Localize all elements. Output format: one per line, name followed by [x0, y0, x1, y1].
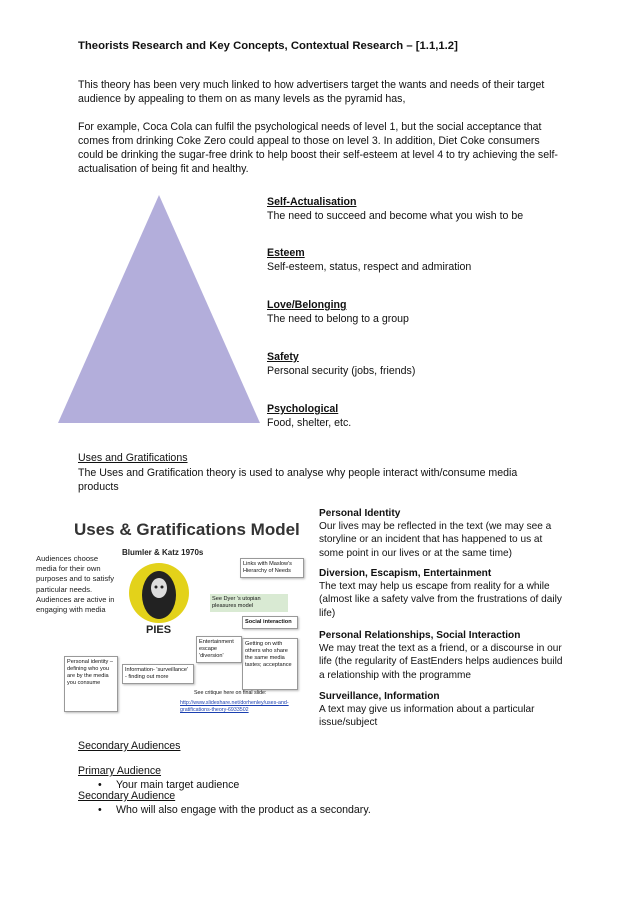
bullet-text: Your main target audience: [116, 779, 240, 791]
level-text: Self-esteem, status, respect and admiration: [267, 261, 472, 273]
bullet-icon: •: [98, 779, 102, 791]
level-text: The need to belong to a group: [267, 313, 409, 325]
bullet-text: Who will also engage with the product as a secondary.: [116, 804, 371, 816]
level-text: The need to succeed and become what you wish to be: [267, 210, 524, 222]
secondary-audience-heading: Secondary Audience: [78, 790, 176, 802]
model-subtitle: Blumler & Katz 1970s: [122, 548, 204, 557]
gratification-heading: Personal Identity: [319, 508, 401, 519]
monk-logo-icon: [128, 562, 190, 624]
secondary-audience-bullet: [98, 804, 371, 816]
uses-gratifications-model-image: [36, 520, 306, 728]
gratification-personal-identity: [319, 507, 567, 560]
level-safety: [267, 350, 577, 378]
level-heading: Psychological: [267, 403, 339, 415]
secondary-audiences-heading: Secondary Audiences: [78, 740, 181, 752]
level-esteem: [267, 246, 577, 274]
primary-audience-heading: Primary Audience: [78, 765, 162, 777]
box-personal: Personal identity – defining who you are by the media you consume: [64, 656, 118, 712]
gratification-heading: Diversion, Escapism, Entertainment: [319, 568, 492, 579]
box-social-title: Social interaction: [242, 616, 298, 629]
model-pies: PIES: [146, 624, 172, 636]
level-heading: Love/Belonging: [267, 299, 347, 311]
box-social-desc: Getting on with others who share the same media tastes; acceptance: [242, 638, 298, 690]
level-text: Personal security (jobs, friends): [267, 365, 416, 377]
model-title: Uses & Gratifications Model: [74, 520, 300, 539]
gratification-text: We may treat the text as a friend, or a discourse in our life (the regularity of EastEnders helps audiences build a relationship with the programme: [319, 643, 563, 681]
pyramid-shape: [58, 195, 260, 423]
model-left-text: Audiences choose media for their own purposes and to satisfy particular needs. Audiences are active in engaging with media: [36, 554, 115, 615]
level-psychological: [267, 402, 577, 430]
gratification-heading: Personal Relationships, Social Interaction: [319, 630, 521, 641]
level-heading: Safety: [267, 351, 299, 363]
gratification-text: Our lives may be reflected in the text (we may see a storyline or an incident that has happened to us at some point in our lives or at the same time): [319, 521, 552, 559]
level-self-actualisation: [267, 195, 577, 223]
box-information: Information- 'surveillance' - finding out more: [122, 664, 194, 684]
gratification-diversion: [319, 567, 567, 620]
maslow-pyramid: [58, 195, 260, 425]
gratification-relationships: [319, 629, 567, 682]
bullet-icon: •: [98, 804, 102, 816]
gratification-surveillance: [319, 690, 567, 730]
box-maslow: Links with Maslow's Hierarchy of Needs: [240, 558, 304, 578]
gratification-text: The text may help us escape from reality for a while (almost like a safety valve from the frustrations of daily life): [319, 581, 562, 619]
model-critique: See critique here on final slide:: [194, 690, 267, 696]
uses-text: The Uses and Gratification theory is used to analyse why people interact with/consume media products: [78, 467, 518, 493]
level-text: Food, shelter, etc.: [267, 417, 352, 429]
intro-paragraph: This theory has been very much linked to how advertisers target the wants and needs of their target audience by appealing to them on as many levels as the pyramid has,: [78, 79, 545, 105]
gratification-heading: Surveillance, Information: [319, 691, 440, 702]
page-title: Theorists Research and Key Concepts, Contextual Research – [1.1,1.2]: [78, 40, 458, 52]
model-link[interactable]: http://www.slideshare.net/dorhenley/uses-and-gratifications-theory-6933502: [180, 700, 289, 713]
gratification-text: A text may give us information about a particular issue/subject: [319, 704, 535, 729]
level-heading: Self-Actualisation: [267, 196, 357, 208]
example-paragraph: For example, Coca Cola can fulfil the psychological needs of level 1, but the social acceptance that comes from drinking Coke Zero could appeal to those on level 3. In addition, Diet Coke consumers could be drinking the sugar-free drink to help boost their self-esteem at level 4 to try achieving the self-actualisation of being fit and healthy.: [78, 121, 558, 175]
box-entertainment: Entertainment escape 'diversion': [196, 636, 242, 663]
box-dyer: See Dyer 's utopian pleasures model: [210, 594, 288, 612]
uses-heading: Uses and Gratifications: [78, 452, 188, 464]
level-love-belonging: [267, 298, 577, 326]
level-heading: Esteem: [267, 247, 305, 259]
